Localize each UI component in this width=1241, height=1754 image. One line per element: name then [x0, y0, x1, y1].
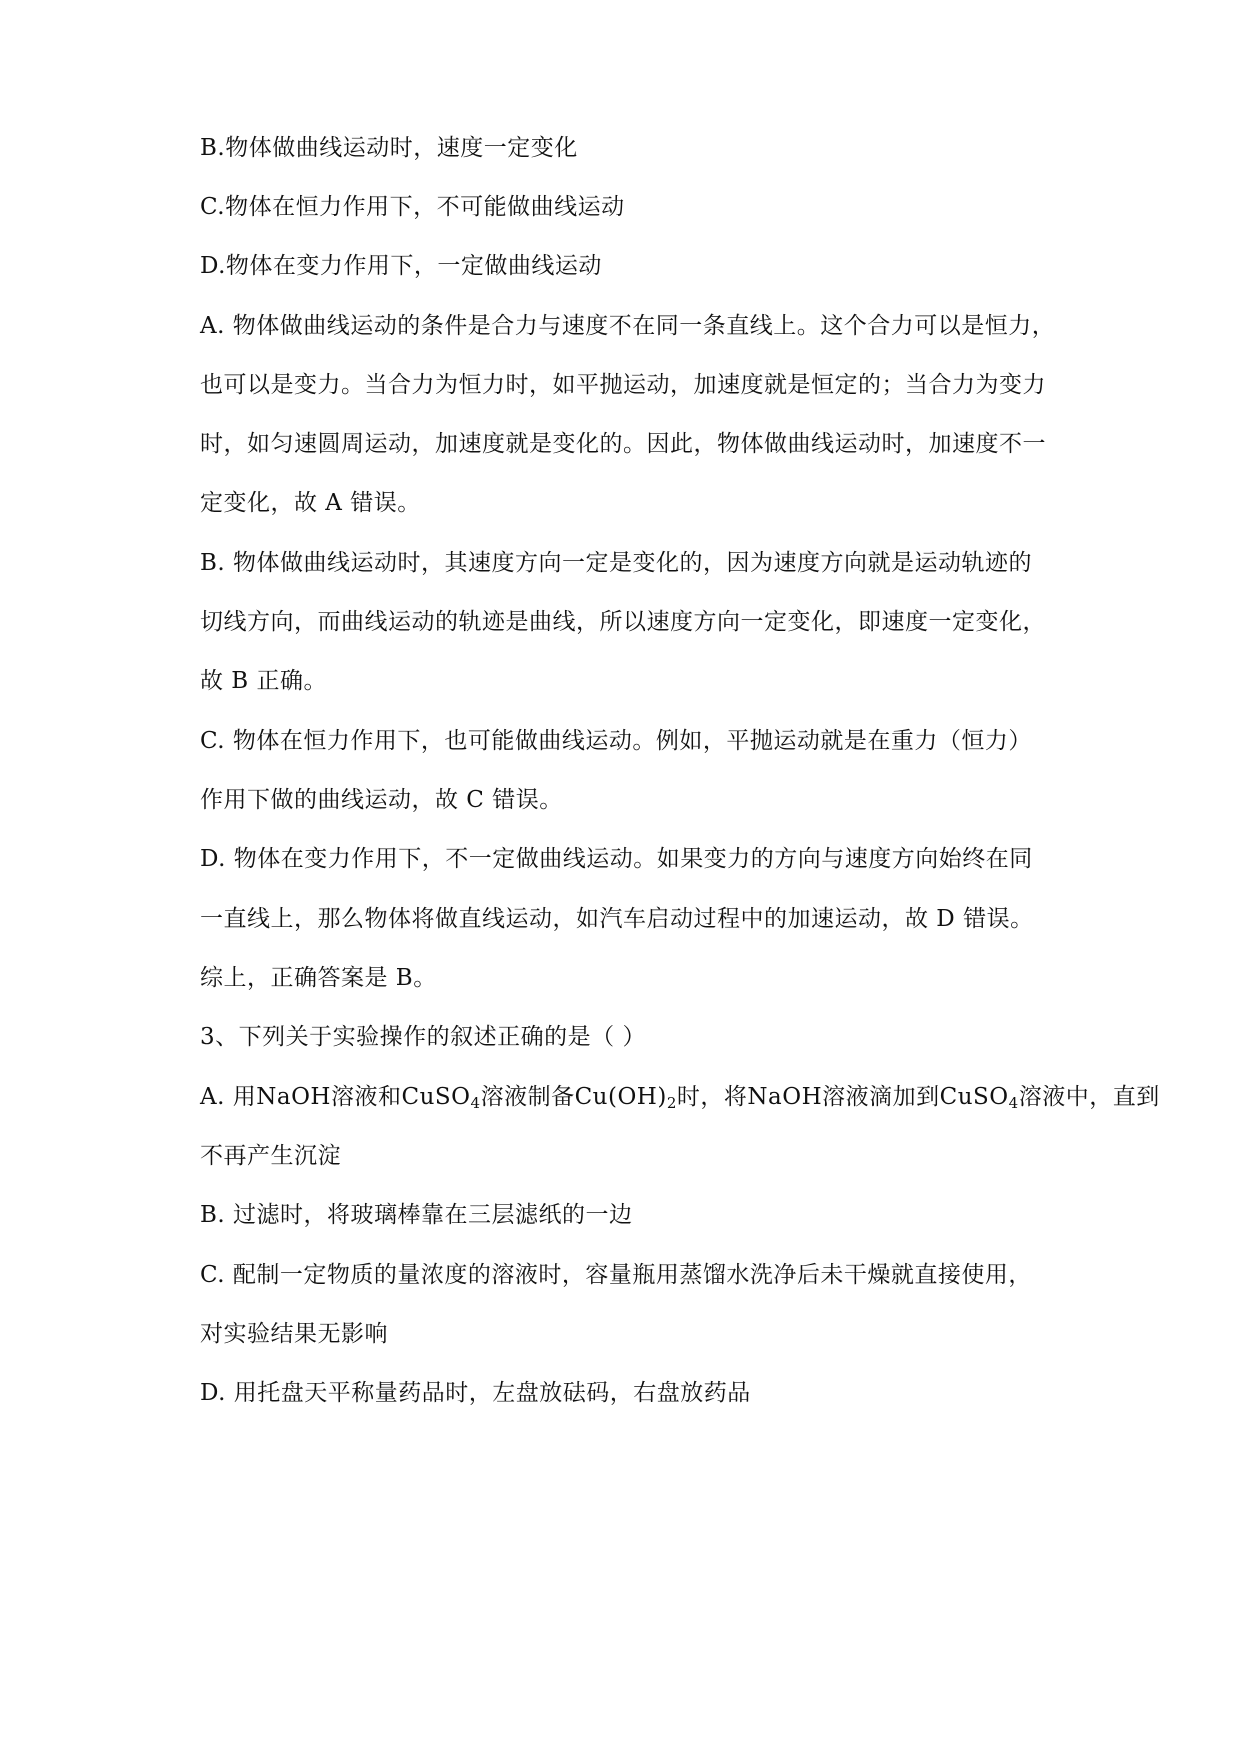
option-a-text: 溶液制备Cu(OH): [480, 1084, 667, 1110]
explanation-c-line: C. 物体在恒力作用下，也可能做曲线运动。例如，平抛运动就是在重力（恒力）: [200, 728, 1032, 754]
question-3-option-c-line: 对实验结果无影响: [200, 1321, 388, 1347]
subscript: 2: [666, 1094, 677, 1112]
explanation-b-line: 切线方向，而曲线运动的轨迹是曲线，所以速度方向一定变化，即速度一定变化，: [200, 609, 1046, 635]
explanation-a-line: 也可以是变力。当合力为恒力时，如平抛运动，加速度就是恒定的；当合力为变力: [200, 372, 1046, 398]
explanation-c-line: 作用下做的曲线运动，故 C 错误。: [200, 787, 563, 813]
prev-option-c: C.物体在恒力作用下，不可能做曲线运动: [200, 194, 625, 220]
prev-option-d: D.物体在变力作用下，一定做曲线运动: [200, 253, 602, 279]
question-3-option-a: [200, 1082, 1160, 1112]
explanation-a-line: 时，如匀速圆周运动，加速度就是变化的。因此，物体做曲线运动时，加速度不一: [200, 431, 1046, 457]
prev-option-b: B.物体做曲线运动时，速度一定变化: [200, 135, 578, 161]
option-a-text: A. 用NaOH溶液和CuSO: [200, 1084, 471, 1110]
option-a-text: 溶液中，直到: [1018, 1084, 1160, 1110]
conclusion: 综上，正确答案是 B。: [200, 965, 437, 991]
explanation-b-line: B. 物体做曲线运动时，其速度方向一定是变化的，因为速度方向就是运动轨迹的: [200, 550, 1033, 576]
question-3-option-b: B. 过滤时，将玻璃棒靠在三层滤纸的一边: [200, 1202, 633, 1228]
subscript: 4: [1008, 1094, 1019, 1112]
question-3-option-a-line2: 不再产生沉淀: [200, 1143, 341, 1169]
explanation-d-line: 一直线上，那么物体将做直线运动，如汽车启动过程中的加速运动，故 D 错误。: [200, 906, 1034, 932]
explanation-b-line: 故 B 正确。: [200, 668, 328, 694]
question-3-option-d: D. 用托盘天平称量药品时，左盘放砝码，右盘放药品: [200, 1380, 751, 1406]
question-3-stem: 3、下列关于实验操作的叙述正确的是（ ）: [200, 1024, 646, 1050]
explanation-a-line: 定变化，故 A 错误。: [200, 490, 421, 516]
subscript: 4: [470, 1094, 481, 1112]
explanation-a-line: A. 物体做曲线运动的条件是合力与速度不在同一条直线上。这个合力可以是恒力，: [200, 313, 1056, 339]
explanation-d-line: D. 物体在变力作用下，不一定做曲线运动。如果变力的方向与速度方向始终在同: [200, 846, 1033, 872]
question-3-option-c-line: C. 配制一定物质的量浓度的溶液时，容量瓶用蒸馏水洗净后未干燥就直接使用，: [200, 1262, 1032, 1288]
option-a-text: 时，将NaOH溶液滴加到CuSO: [676, 1084, 1009, 1110]
